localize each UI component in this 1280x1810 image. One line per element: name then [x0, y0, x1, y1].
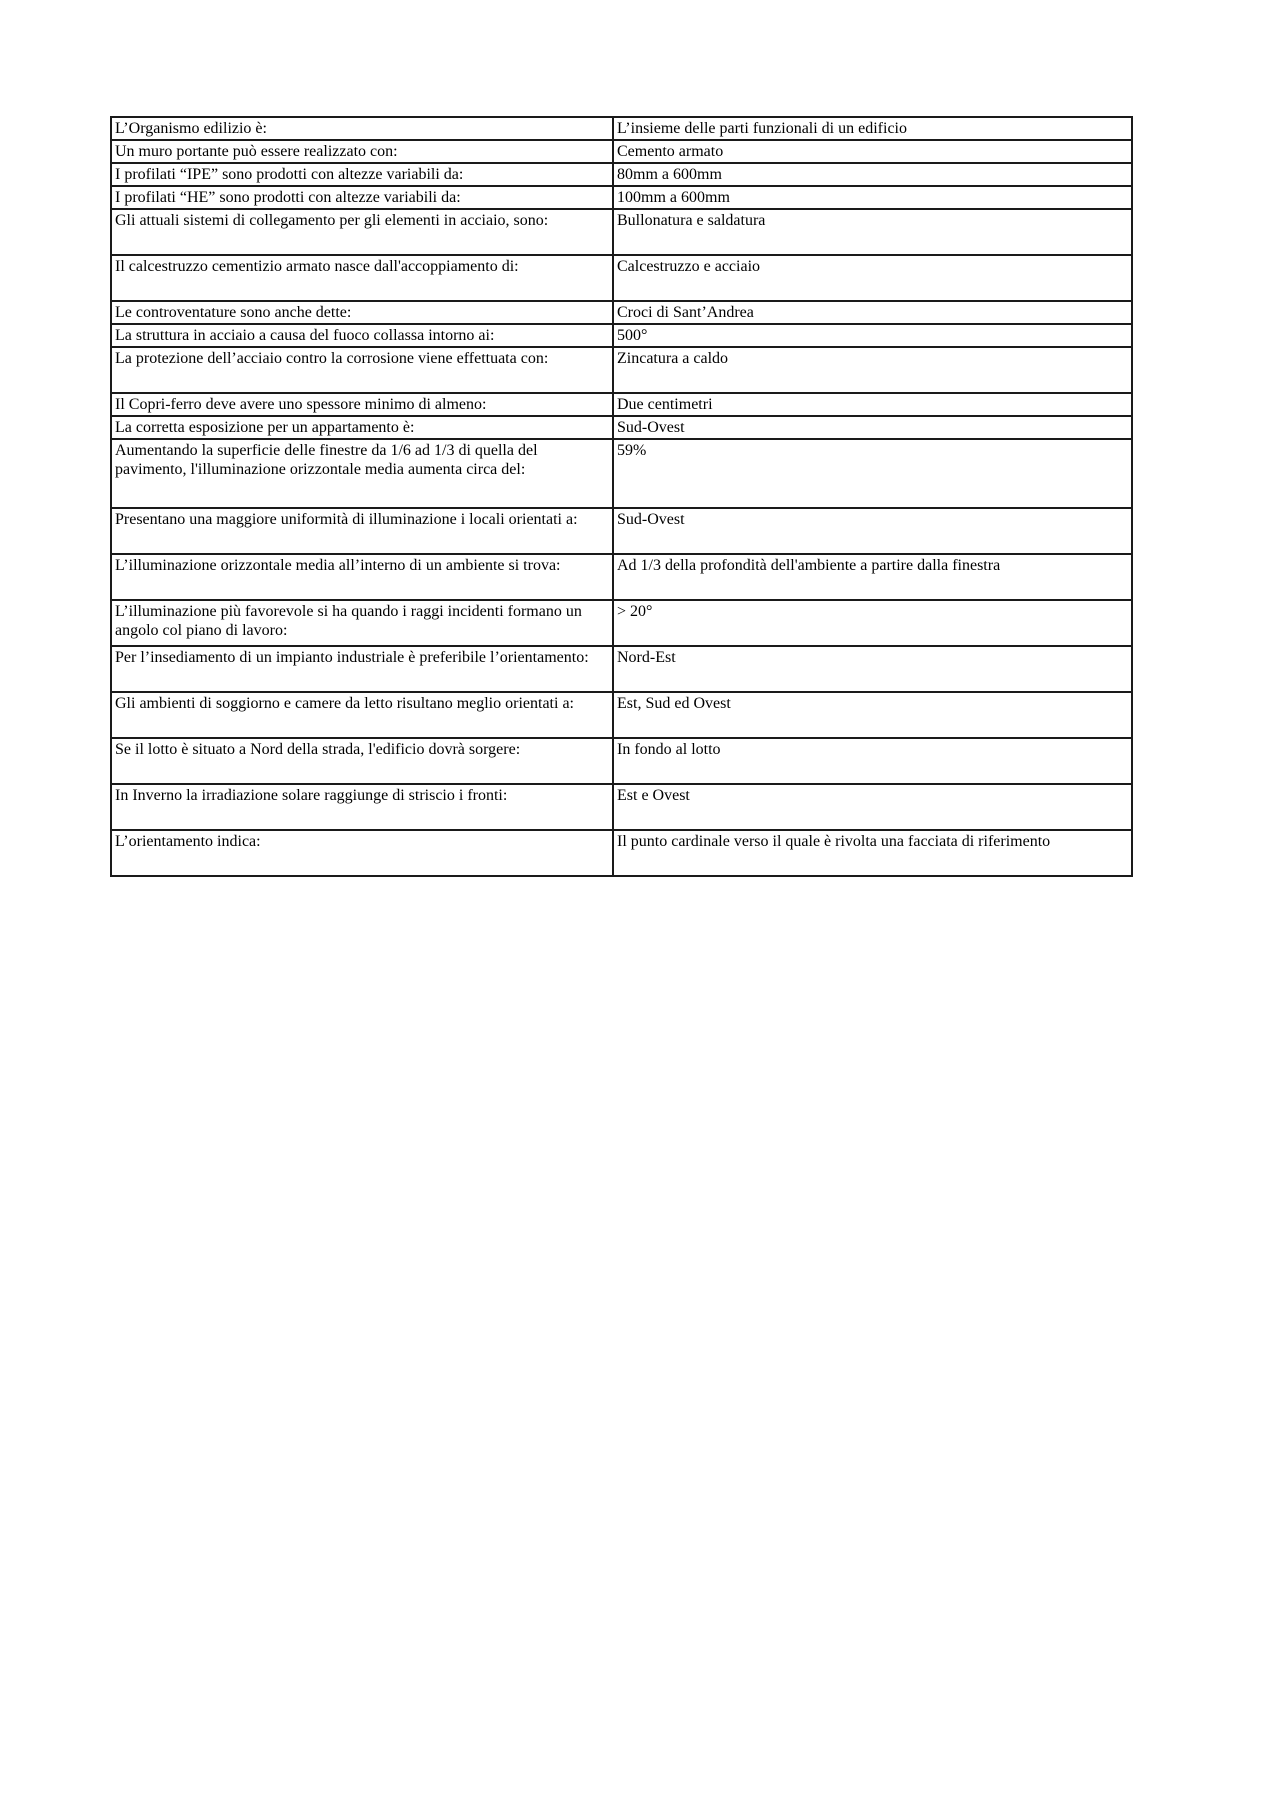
table-row — [111, 324, 1132, 347]
answer-cell: Est e Ovest — [613, 784, 1132, 830]
answer-cell: Nord-Est — [613, 646, 1132, 692]
table-row — [111, 347, 1132, 393]
answer-cell: 500° — [613, 324, 1132, 347]
answer-cell: Calcestruzzo e acciaio — [613, 255, 1132, 301]
question-cell: Presentano una maggiore uniformità di illuminazione i locali orientati a: — [111, 508, 613, 554]
question-cell: L’illuminazione più favorevole si ha quando i raggi incidenti formano un angolo col piano di lavoro: — [111, 600, 613, 646]
question-cell: La corretta esposizione per un appartamento è: — [111, 416, 613, 439]
question-cell: L’orientamento indica: — [111, 830, 613, 876]
table-row — [111, 186, 1132, 209]
question-cell: Il calcestruzzo cementizio armato nasce dall'accoppiamento di: — [111, 255, 613, 301]
answer-cell: 100mm a 600mm — [613, 186, 1132, 209]
question-cell: L’illuminazione orizzontale media all’interno di un ambiente si trova: — [111, 554, 613, 600]
answer-cell: Croci di Sant’Andrea — [613, 301, 1132, 324]
answer-cell: > 20° — [613, 600, 1132, 646]
table-row — [111, 393, 1132, 416]
table-row — [111, 646, 1132, 692]
answer-cell: 59% — [613, 439, 1132, 508]
table-row — [111, 140, 1132, 163]
answer-cell: Cemento armato — [613, 140, 1132, 163]
answer-cell: L’insieme delle parti funzionali di un edificio — [613, 117, 1132, 140]
question-cell: Gli ambienti di soggiorno e camere da letto risultano meglio orientati a: — [111, 692, 613, 738]
table-row — [111, 508, 1132, 554]
table-row — [111, 209, 1132, 255]
question-cell: Se il lotto è situato a Nord della strada, l'edificio dovrà sorgere: — [111, 738, 613, 784]
answer-cell: In fondo al lotto — [613, 738, 1132, 784]
question-cell: Le controventature sono anche dette: — [111, 301, 613, 324]
answer-cell: Bullonatura e saldatura — [613, 209, 1132, 255]
table-row — [111, 117, 1132, 140]
table-row — [111, 163, 1132, 186]
question-cell: Gli attuali sistemi di collegamento per gli elementi in acciaio, sono: — [111, 209, 613, 255]
question-cell: L’Organismo edilizio è: — [111, 117, 613, 140]
qa-table — [110, 116, 1133, 877]
answer-cell: Zincatura a caldo — [613, 347, 1132, 393]
table-row — [111, 784, 1132, 830]
table-row — [111, 301, 1132, 324]
table-row — [111, 738, 1132, 784]
table-row — [111, 439, 1132, 508]
answer-cell: Due centimetri — [613, 393, 1132, 416]
qa-table-body — [111, 117, 1132, 876]
table-row — [111, 692, 1132, 738]
answer-cell: Sud-Ovest — [613, 508, 1132, 554]
answer-cell: Il punto cardinale verso il quale è rivolta una facciata di riferimento — [613, 830, 1132, 876]
question-cell: In Inverno la irradiazione solare raggiunge di striscio i fronti: — [111, 784, 613, 830]
answer-cell: 80mm a 600mm — [613, 163, 1132, 186]
question-cell: La struttura in acciaio a causa del fuoco collassa intorno ai: — [111, 324, 613, 347]
answer-cell: Est, Sud ed Ovest — [613, 692, 1132, 738]
table-row — [111, 830, 1132, 876]
question-cell: Il Copri-ferro deve avere uno spessore minimo di almeno: — [111, 393, 613, 416]
table-row — [111, 554, 1132, 600]
answer-cell: Sud-Ovest — [613, 416, 1132, 439]
table-row — [111, 600, 1132, 646]
question-cell: I profilati “IPE” sono prodotti con altezze variabili da: — [111, 163, 613, 186]
question-cell: I profilati “HE” sono prodotti con altezze variabili da: — [111, 186, 613, 209]
question-cell: Per l’insediamento di un impianto industriale è preferibile l’orientamento: — [111, 646, 613, 692]
question-cell: Aumentando la superficie delle finestre da 1/6 ad 1/3 di quella del pavimento, l'illuminazione orizzontale media aumenta circa del: — [111, 439, 613, 508]
answer-cell: Ad 1/3 della profondità dell'ambiente a partire dalla finestra — [613, 554, 1132, 600]
table-row — [111, 255, 1132, 301]
question-cell: Un muro portante può essere realizzato con: — [111, 140, 613, 163]
table-row — [111, 416, 1132, 439]
question-cell: La protezione dell’acciaio contro la corrosione viene effettuata con: — [111, 347, 613, 393]
